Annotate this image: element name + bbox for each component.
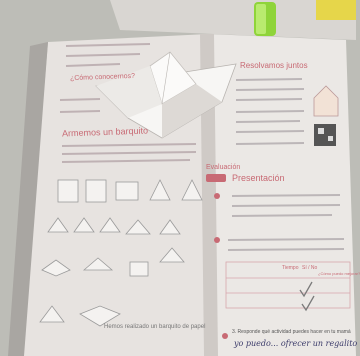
bullet-marker xyxy=(214,193,220,199)
table-header-2: Sí / No xyxy=(302,265,318,271)
bullet-marker xyxy=(214,237,220,243)
qr-code xyxy=(314,124,336,146)
table-header-3: ¿Cómo puedo mejorar? xyxy=(318,271,360,276)
table-header-1: Tiempo xyxy=(282,265,299,271)
qr-mark xyxy=(318,128,324,134)
sub-title: ¿Cómo conocernos? xyxy=(69,72,136,83)
bottom-question: 3. Responde qué actividad puedes hacer en tu mamá xyxy=(232,329,351,335)
yellow-object xyxy=(316,0,356,20)
bullet-marker xyxy=(222,333,228,339)
right-heading: Resolvamos juntos xyxy=(240,61,308,70)
qr-mark xyxy=(328,136,333,141)
handwritten-answer: yo puedo... ofrecer un regalito xyxy=(234,339,358,348)
left-caption: Hemos realizado un barquito de papel xyxy=(104,324,206,330)
highlighter-shine xyxy=(256,4,266,34)
section-title: Presentación xyxy=(232,173,285,183)
left-heading: Armemos un barquito xyxy=(61,125,149,139)
section-label: Evaluación xyxy=(206,164,241,171)
section-tag xyxy=(206,174,226,182)
